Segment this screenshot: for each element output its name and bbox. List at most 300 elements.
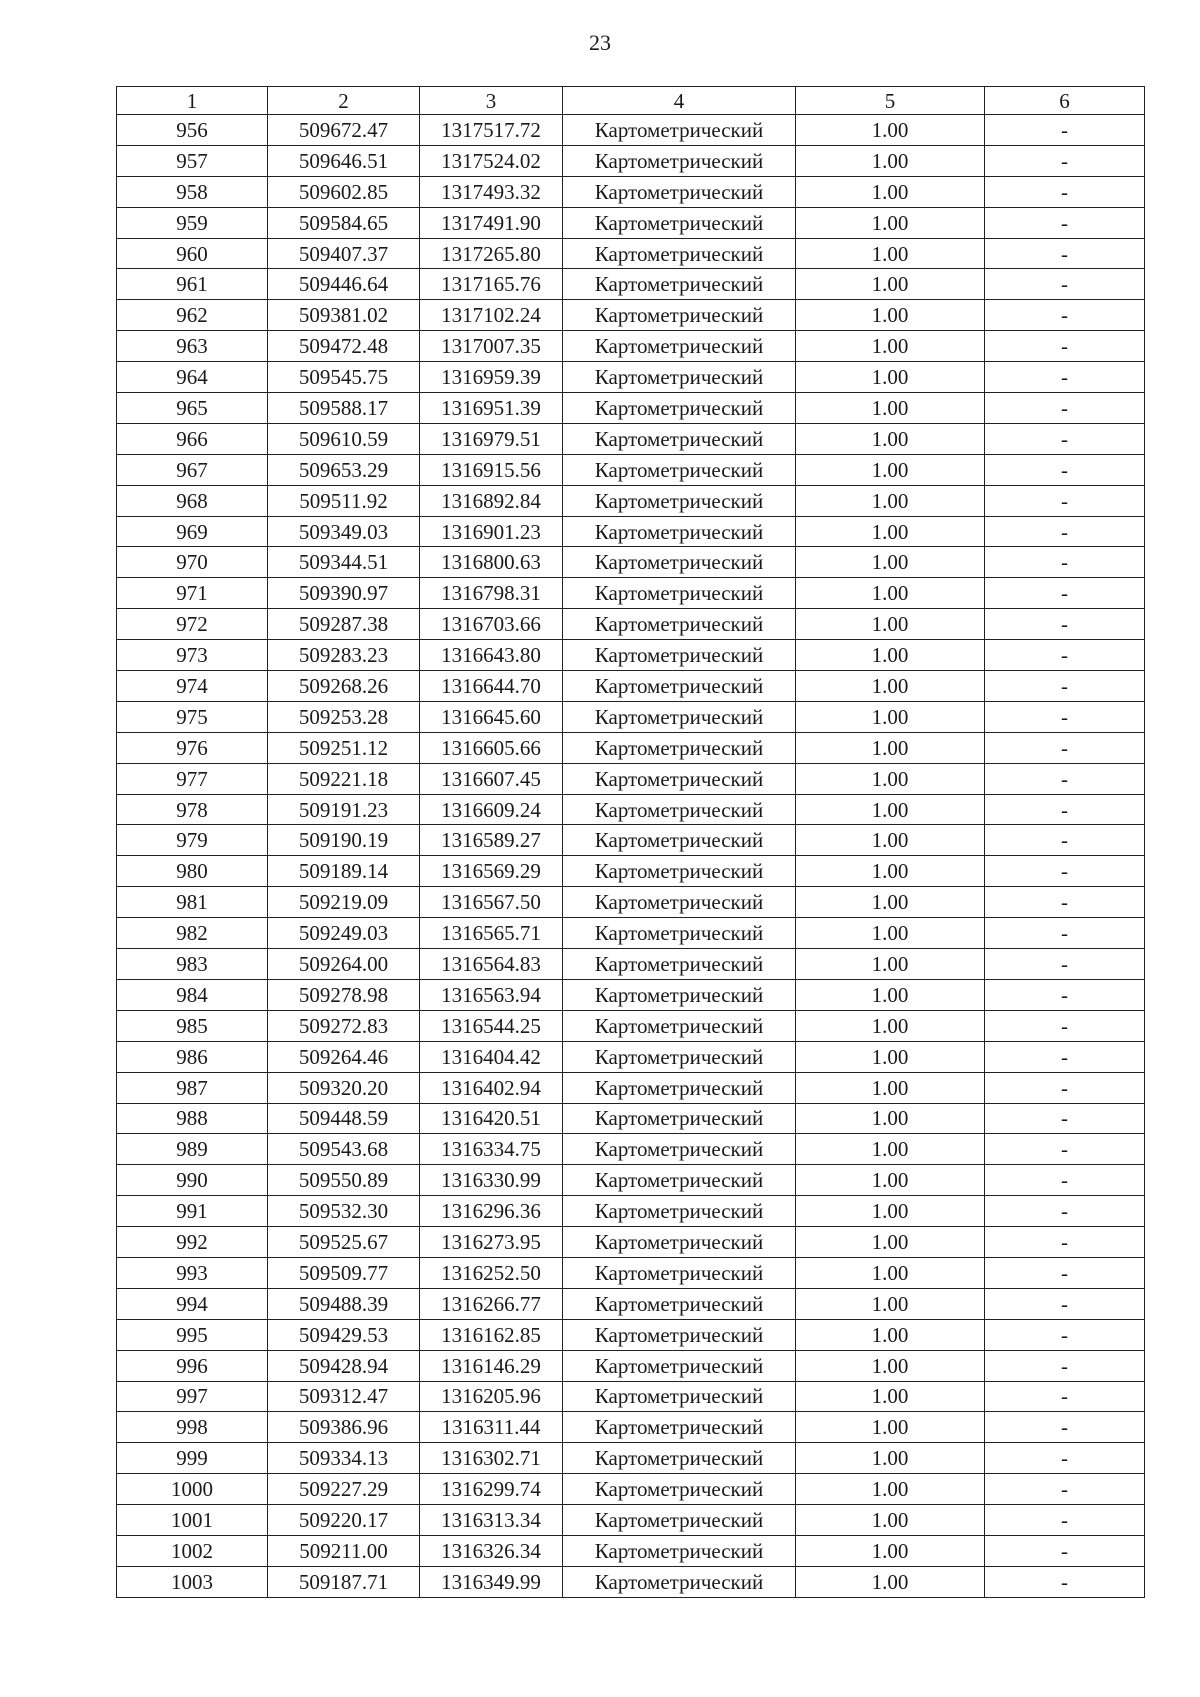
point-number-cell: 978 (117, 794, 268, 825)
method-cell: Картометрический (563, 1381, 796, 1412)
method-cell: Картометрический (563, 269, 796, 300)
accuracy-cell: 1.00 (796, 1072, 985, 1103)
table-row (117, 1319, 1145, 1350)
x-coordinate-cell: 509221.18 (268, 763, 420, 794)
x-coordinate-cell: 509191.23 (268, 794, 420, 825)
note-cell: - (985, 1227, 1145, 1258)
point-number-cell: 977 (117, 763, 268, 794)
point-number-cell: 961 (117, 269, 268, 300)
column-header: 5 (796, 87, 985, 115)
point-number-cell: 957 (117, 145, 268, 176)
note-cell: - (985, 918, 1145, 949)
x-coordinate-cell: 509220.17 (268, 1505, 420, 1536)
note-cell: - (985, 887, 1145, 918)
note-cell: - (985, 609, 1145, 640)
x-coordinate-cell: 509211.00 (268, 1535, 420, 1566)
accuracy-cell: 1.00 (796, 1103, 985, 1134)
note-cell: - (985, 485, 1145, 516)
y-coordinate-cell: 1316607.45 (420, 763, 563, 794)
method-cell: Картометрический (563, 331, 796, 362)
note-cell: - (985, 238, 1145, 269)
x-coordinate-cell: 509278.98 (268, 979, 420, 1010)
table-row (117, 732, 1145, 763)
method-cell: Картометрический (563, 578, 796, 609)
note-cell: - (985, 269, 1145, 300)
point-number-cell: 960 (117, 238, 268, 269)
y-coordinate-cell: 1316703.66 (420, 609, 563, 640)
method-cell: Картометрический (563, 516, 796, 547)
table-row (117, 918, 1145, 949)
y-coordinate-cell: 1316273.95 (420, 1227, 563, 1258)
x-coordinate-cell: 509249.03 (268, 918, 420, 949)
note-cell: - (985, 1505, 1145, 1536)
table-row (117, 1257, 1145, 1288)
accuracy-cell: 1.00 (796, 115, 985, 146)
method-cell: Картометрический (563, 609, 796, 640)
y-coordinate-cell: 1316644.70 (420, 671, 563, 702)
y-coordinate-cell: 1316299.74 (420, 1474, 563, 1505)
accuracy-cell: 1.00 (796, 856, 985, 887)
table-row (117, 1134, 1145, 1165)
method-cell: Картометрический (563, 115, 796, 146)
note-cell: - (985, 1041, 1145, 1072)
x-coordinate-cell: 509320.20 (268, 1072, 420, 1103)
table-row (117, 176, 1145, 207)
y-coordinate-cell: 1316146.29 (420, 1350, 563, 1381)
note-cell: - (985, 1319, 1145, 1350)
point-number-cell: 974 (117, 671, 268, 702)
x-coordinate-cell: 509429.53 (268, 1319, 420, 1350)
y-coordinate-cell: 1316609.24 (420, 794, 563, 825)
point-number-cell: 990 (117, 1165, 268, 1196)
table-row (117, 671, 1145, 702)
accuracy-cell: 1.00 (796, 1443, 985, 1474)
method-cell: Картометрический (563, 176, 796, 207)
y-coordinate-cell: 1316605.66 (420, 732, 563, 763)
method-cell: Картометрический (563, 207, 796, 238)
y-coordinate-cell: 1316959.39 (420, 362, 563, 393)
note-cell: - (985, 671, 1145, 702)
table-row (117, 454, 1145, 485)
table-row (117, 1412, 1145, 1443)
note-cell: - (985, 423, 1145, 454)
point-number-cell: 979 (117, 825, 268, 856)
accuracy-cell: 1.00 (796, 1566, 985, 1597)
point-number-cell: 1002 (117, 1535, 268, 1566)
method-cell: Картометрический (563, 300, 796, 331)
accuracy-cell: 1.00 (796, 393, 985, 424)
note-cell: - (985, 1196, 1145, 1227)
method-cell: Картометрический (563, 1350, 796, 1381)
point-number-cell: 971 (117, 578, 268, 609)
table-row (117, 269, 1145, 300)
accuracy-cell: 1.00 (796, 825, 985, 856)
method-cell: Картометрический (563, 640, 796, 671)
x-coordinate-cell: 509283.23 (268, 640, 420, 671)
point-number-cell: 987 (117, 1072, 268, 1103)
table-row (117, 1196, 1145, 1227)
note-cell: - (985, 640, 1145, 671)
y-coordinate-cell: 1316892.84 (420, 485, 563, 516)
x-coordinate-cell: 509602.85 (268, 176, 420, 207)
method-cell: Картометрический (563, 145, 796, 176)
table-row (117, 609, 1145, 640)
accuracy-cell: 1.00 (796, 1041, 985, 1072)
x-coordinate-cell: 509511.92 (268, 485, 420, 516)
point-number-cell: 988 (117, 1103, 268, 1134)
method-cell: Картометрический (563, 1319, 796, 1350)
accuracy-cell: 1.00 (796, 979, 985, 1010)
note-cell: - (985, 856, 1145, 887)
method-cell: Картометрический (563, 763, 796, 794)
method-cell: Картометрический (563, 1257, 796, 1288)
x-coordinate-cell: 509446.64 (268, 269, 420, 300)
point-number-cell: 973 (117, 640, 268, 671)
table-row (117, 300, 1145, 331)
x-coordinate-cell: 509532.30 (268, 1196, 420, 1227)
method-cell: Картометрический (563, 918, 796, 949)
x-coordinate-cell: 509653.29 (268, 454, 420, 485)
method-cell: Картометрический (563, 362, 796, 393)
method-cell: Картометрический (563, 671, 796, 702)
x-coordinate-cell: 509334.13 (268, 1443, 420, 1474)
y-coordinate-cell: 1316266.77 (420, 1288, 563, 1319)
note-cell: - (985, 1350, 1145, 1381)
x-coordinate-cell: 509227.29 (268, 1474, 420, 1505)
point-number-cell: 965 (117, 393, 268, 424)
method-cell: Картометрический (563, 856, 796, 887)
method-cell: Картометрический (563, 1288, 796, 1319)
method-cell: Картометрический (563, 1072, 796, 1103)
y-coordinate-cell: 1316326.34 (420, 1535, 563, 1566)
point-number-cell: 969 (117, 516, 268, 547)
method-cell: Картометрический (563, 825, 796, 856)
note-cell: - (985, 578, 1145, 609)
accuracy-cell: 1.00 (796, 207, 985, 238)
accuracy-cell: 1.00 (796, 331, 985, 362)
table-row (117, 856, 1145, 887)
table-row (117, 423, 1145, 454)
y-coordinate-cell: 1316349.99 (420, 1566, 563, 1597)
table-row (117, 207, 1145, 238)
method-cell: Картометрический (563, 732, 796, 763)
table-row (117, 1103, 1145, 1134)
accuracy-cell: 1.00 (796, 794, 985, 825)
x-coordinate-cell: 509407.37 (268, 238, 420, 269)
point-number-cell: 1001 (117, 1505, 268, 1536)
x-coordinate-cell: 509588.17 (268, 393, 420, 424)
note-cell: - (985, 1566, 1145, 1597)
y-coordinate-cell: 1317524.02 (420, 145, 563, 176)
method-cell: Картометрический (563, 1041, 796, 1072)
note-cell: - (985, 1165, 1145, 1196)
table-row (117, 1443, 1145, 1474)
accuracy-cell: 1.00 (796, 1196, 985, 1227)
note-cell: - (985, 1535, 1145, 1566)
accuracy-cell: 1.00 (796, 1288, 985, 1319)
x-coordinate-cell: 509264.46 (268, 1041, 420, 1072)
point-number-cell: 994 (117, 1288, 268, 1319)
x-coordinate-cell: 509428.94 (268, 1350, 420, 1381)
page-number: 23 (589, 30, 611, 55)
accuracy-cell: 1.00 (796, 1381, 985, 1412)
x-coordinate-cell: 509448.59 (268, 1103, 420, 1134)
y-coordinate-cell: 1317517.72 (420, 115, 563, 146)
note-cell: - (985, 1412, 1145, 1443)
x-coordinate-cell: 509381.02 (268, 300, 420, 331)
x-coordinate-cell: 509386.96 (268, 1412, 420, 1443)
accuracy-cell: 1.00 (796, 701, 985, 732)
table-header-row (117, 87, 1145, 115)
accuracy-cell: 1.00 (796, 516, 985, 547)
table-row (117, 516, 1145, 547)
accuracy-cell: 1.00 (796, 1227, 985, 1258)
accuracy-cell: 1.00 (796, 269, 985, 300)
point-number-cell: 966 (117, 423, 268, 454)
point-number-cell: 991 (117, 1196, 268, 1227)
x-coordinate-cell: 509488.39 (268, 1288, 420, 1319)
x-coordinate-cell: 509672.47 (268, 115, 420, 146)
accuracy-cell: 1.00 (796, 578, 985, 609)
x-coordinate-cell: 509219.09 (268, 887, 420, 918)
x-coordinate-cell: 509251.12 (268, 732, 420, 763)
table-row (117, 362, 1145, 393)
accuracy-cell: 1.00 (796, 640, 985, 671)
point-number-cell: 967 (117, 454, 268, 485)
x-coordinate-cell: 509344.51 (268, 547, 420, 578)
y-coordinate-cell: 1316334.75 (420, 1134, 563, 1165)
accuracy-cell: 1.00 (796, 238, 985, 269)
note-cell: - (985, 516, 1145, 547)
point-number-cell: 970 (117, 547, 268, 578)
accuracy-cell: 1.00 (796, 1257, 985, 1288)
y-coordinate-cell: 1316589.27 (420, 825, 563, 856)
accuracy-cell: 1.00 (796, 887, 985, 918)
note-cell: - (985, 176, 1145, 207)
method-cell: Картометрический (563, 887, 796, 918)
method-cell: Картометрический (563, 1134, 796, 1165)
point-number-cell: 976 (117, 732, 268, 763)
y-coordinate-cell: 1316800.63 (420, 547, 563, 578)
table-row (117, 331, 1145, 362)
y-coordinate-cell: 1316901.23 (420, 516, 563, 547)
method-cell: Картометрический (563, 1103, 796, 1134)
coordinates-table (116, 86, 1145, 1598)
point-number-cell: 958 (117, 176, 268, 207)
point-number-cell: 968 (117, 485, 268, 516)
y-coordinate-cell: 1316313.34 (420, 1505, 563, 1536)
point-number-cell: 995 (117, 1319, 268, 1350)
table-row (117, 485, 1145, 516)
table-row (117, 1566, 1145, 1597)
point-number-cell: 980 (117, 856, 268, 887)
table-row (117, 115, 1145, 146)
method-cell: Картометрический (563, 701, 796, 732)
note-cell: - (985, 300, 1145, 331)
table-row (117, 1288, 1145, 1319)
note-cell: - (985, 331, 1145, 362)
y-coordinate-cell: 1316565.71 (420, 918, 563, 949)
accuracy-cell: 1.00 (796, 1412, 985, 1443)
y-coordinate-cell: 1316296.36 (420, 1196, 563, 1227)
method-cell: Картометрический (563, 949, 796, 980)
point-number-cell: 981 (117, 887, 268, 918)
y-coordinate-cell: 1317265.80 (420, 238, 563, 269)
x-coordinate-cell: 509509.77 (268, 1257, 420, 1288)
accuracy-cell: 1.00 (796, 918, 985, 949)
table-row (117, 701, 1145, 732)
point-number-cell: 1000 (117, 1474, 268, 1505)
note-cell: - (985, 701, 1145, 732)
point-number-cell: 999 (117, 1443, 268, 1474)
y-coordinate-cell: 1316979.51 (420, 423, 563, 454)
x-coordinate-cell: 509646.51 (268, 145, 420, 176)
accuracy-cell: 1.00 (796, 176, 985, 207)
method-cell: Картометрический (563, 238, 796, 269)
method-cell: Картометрический (563, 1227, 796, 1258)
y-coordinate-cell: 1316302.71 (420, 1443, 563, 1474)
table-row (117, 1350, 1145, 1381)
point-number-cell: 959 (117, 207, 268, 238)
x-coordinate-cell: 509268.26 (268, 671, 420, 702)
accuracy-cell: 1.00 (796, 732, 985, 763)
accuracy-cell: 1.00 (796, 1505, 985, 1536)
note-cell: - (985, 979, 1145, 1010)
point-number-cell: 997 (117, 1381, 268, 1412)
method-cell: Картометрический (563, 485, 796, 516)
note-cell: - (985, 362, 1145, 393)
column-header: 4 (563, 87, 796, 115)
column-header: 6 (985, 87, 1145, 115)
table-row (117, 979, 1145, 1010)
accuracy-cell: 1.00 (796, 949, 985, 980)
y-coordinate-cell: 1316567.50 (420, 887, 563, 918)
x-coordinate-cell: 509610.59 (268, 423, 420, 454)
x-coordinate-cell: 509550.89 (268, 1165, 420, 1196)
method-cell: Картометрический (563, 1474, 796, 1505)
accuracy-cell: 1.00 (796, 1535, 985, 1566)
y-coordinate-cell: 1317007.35 (420, 331, 563, 362)
y-coordinate-cell: 1316645.60 (420, 701, 563, 732)
accuracy-cell: 1.00 (796, 671, 985, 702)
y-coordinate-cell: 1316330.99 (420, 1165, 563, 1196)
point-number-cell: 986 (117, 1041, 268, 1072)
method-cell: Картометрический (563, 454, 796, 485)
point-number-cell: 992 (117, 1227, 268, 1258)
table-row (117, 1505, 1145, 1536)
y-coordinate-cell: 1316798.31 (420, 578, 563, 609)
y-coordinate-cell: 1317102.24 (420, 300, 563, 331)
y-coordinate-cell: 1316563.94 (420, 979, 563, 1010)
accuracy-cell: 1.00 (796, 1165, 985, 1196)
method-cell: Картометрический (563, 393, 796, 424)
accuracy-cell: 1.00 (796, 609, 985, 640)
accuracy-cell: 1.00 (796, 1474, 985, 1505)
point-number-cell: 964 (117, 362, 268, 393)
accuracy-cell: 1.00 (796, 1350, 985, 1381)
x-coordinate-cell: 509253.28 (268, 701, 420, 732)
accuracy-cell: 1.00 (796, 423, 985, 454)
method-cell: Картометрический (563, 1010, 796, 1041)
table-row (117, 393, 1145, 424)
x-coordinate-cell: 509543.68 (268, 1134, 420, 1165)
y-coordinate-cell: 1316404.42 (420, 1041, 563, 1072)
point-number-cell: 1003 (117, 1566, 268, 1597)
table-row (117, 763, 1145, 794)
note-cell: - (985, 115, 1145, 146)
accuracy-cell: 1.00 (796, 145, 985, 176)
method-cell: Картометрический (563, 1535, 796, 1566)
accuracy-cell: 1.00 (796, 485, 985, 516)
column-header: 2 (268, 87, 420, 115)
table-row (117, 1535, 1145, 1566)
accuracy-cell: 1.00 (796, 362, 985, 393)
method-cell: Картометрический (563, 794, 796, 825)
x-coordinate-cell: 509390.97 (268, 578, 420, 609)
point-number-cell: 975 (117, 701, 268, 732)
y-coordinate-cell: 1316569.29 (420, 856, 563, 887)
method-cell: Картометрический (563, 1505, 796, 1536)
note-cell: - (985, 825, 1145, 856)
y-coordinate-cell: 1316402.94 (420, 1072, 563, 1103)
note-cell: - (985, 393, 1145, 424)
note-cell: - (985, 1072, 1145, 1103)
table-row (117, 1010, 1145, 1041)
x-coordinate-cell: 509525.67 (268, 1227, 420, 1258)
note-cell: - (985, 1103, 1145, 1134)
note-cell: - (985, 763, 1145, 794)
point-number-cell: 984 (117, 979, 268, 1010)
table-row (117, 1474, 1145, 1505)
point-number-cell: 985 (117, 1010, 268, 1041)
y-coordinate-cell: 1316564.83 (420, 949, 563, 980)
accuracy-cell: 1.00 (796, 547, 985, 578)
table-row (117, 547, 1145, 578)
method-cell: Картометрический (563, 1196, 796, 1227)
y-coordinate-cell: 1316951.39 (420, 393, 563, 424)
method-cell: Картометрический (563, 423, 796, 454)
point-number-cell: 956 (117, 115, 268, 146)
note-cell: - (985, 1474, 1145, 1505)
note-cell: - (985, 949, 1145, 980)
note-cell: - (985, 145, 1145, 176)
y-coordinate-cell: 1317165.76 (420, 269, 563, 300)
y-coordinate-cell: 1316252.50 (420, 1257, 563, 1288)
x-coordinate-cell: 509190.19 (268, 825, 420, 856)
table-row (117, 1381, 1145, 1412)
table-row (117, 1227, 1145, 1258)
table-row (117, 887, 1145, 918)
accuracy-cell: 1.00 (796, 1319, 985, 1350)
note-cell: - (985, 1134, 1145, 1165)
note-cell: - (985, 1288, 1145, 1319)
table-row (117, 640, 1145, 671)
table-row (117, 794, 1145, 825)
point-number-cell: 962 (117, 300, 268, 331)
method-cell: Картометрический (563, 1165, 796, 1196)
note-cell: - (985, 794, 1145, 825)
x-coordinate-cell: 509349.03 (268, 516, 420, 547)
point-number-cell: 989 (117, 1134, 268, 1165)
x-coordinate-cell: 509312.47 (268, 1381, 420, 1412)
note-cell: - (985, 1010, 1145, 1041)
y-coordinate-cell: 1316311.44 (420, 1412, 563, 1443)
table-body (117, 87, 1145, 1598)
method-cell: Картометрический (563, 1412, 796, 1443)
note-cell: - (985, 732, 1145, 763)
point-number-cell: 982 (117, 918, 268, 949)
y-coordinate-cell: 1317493.32 (420, 176, 563, 207)
